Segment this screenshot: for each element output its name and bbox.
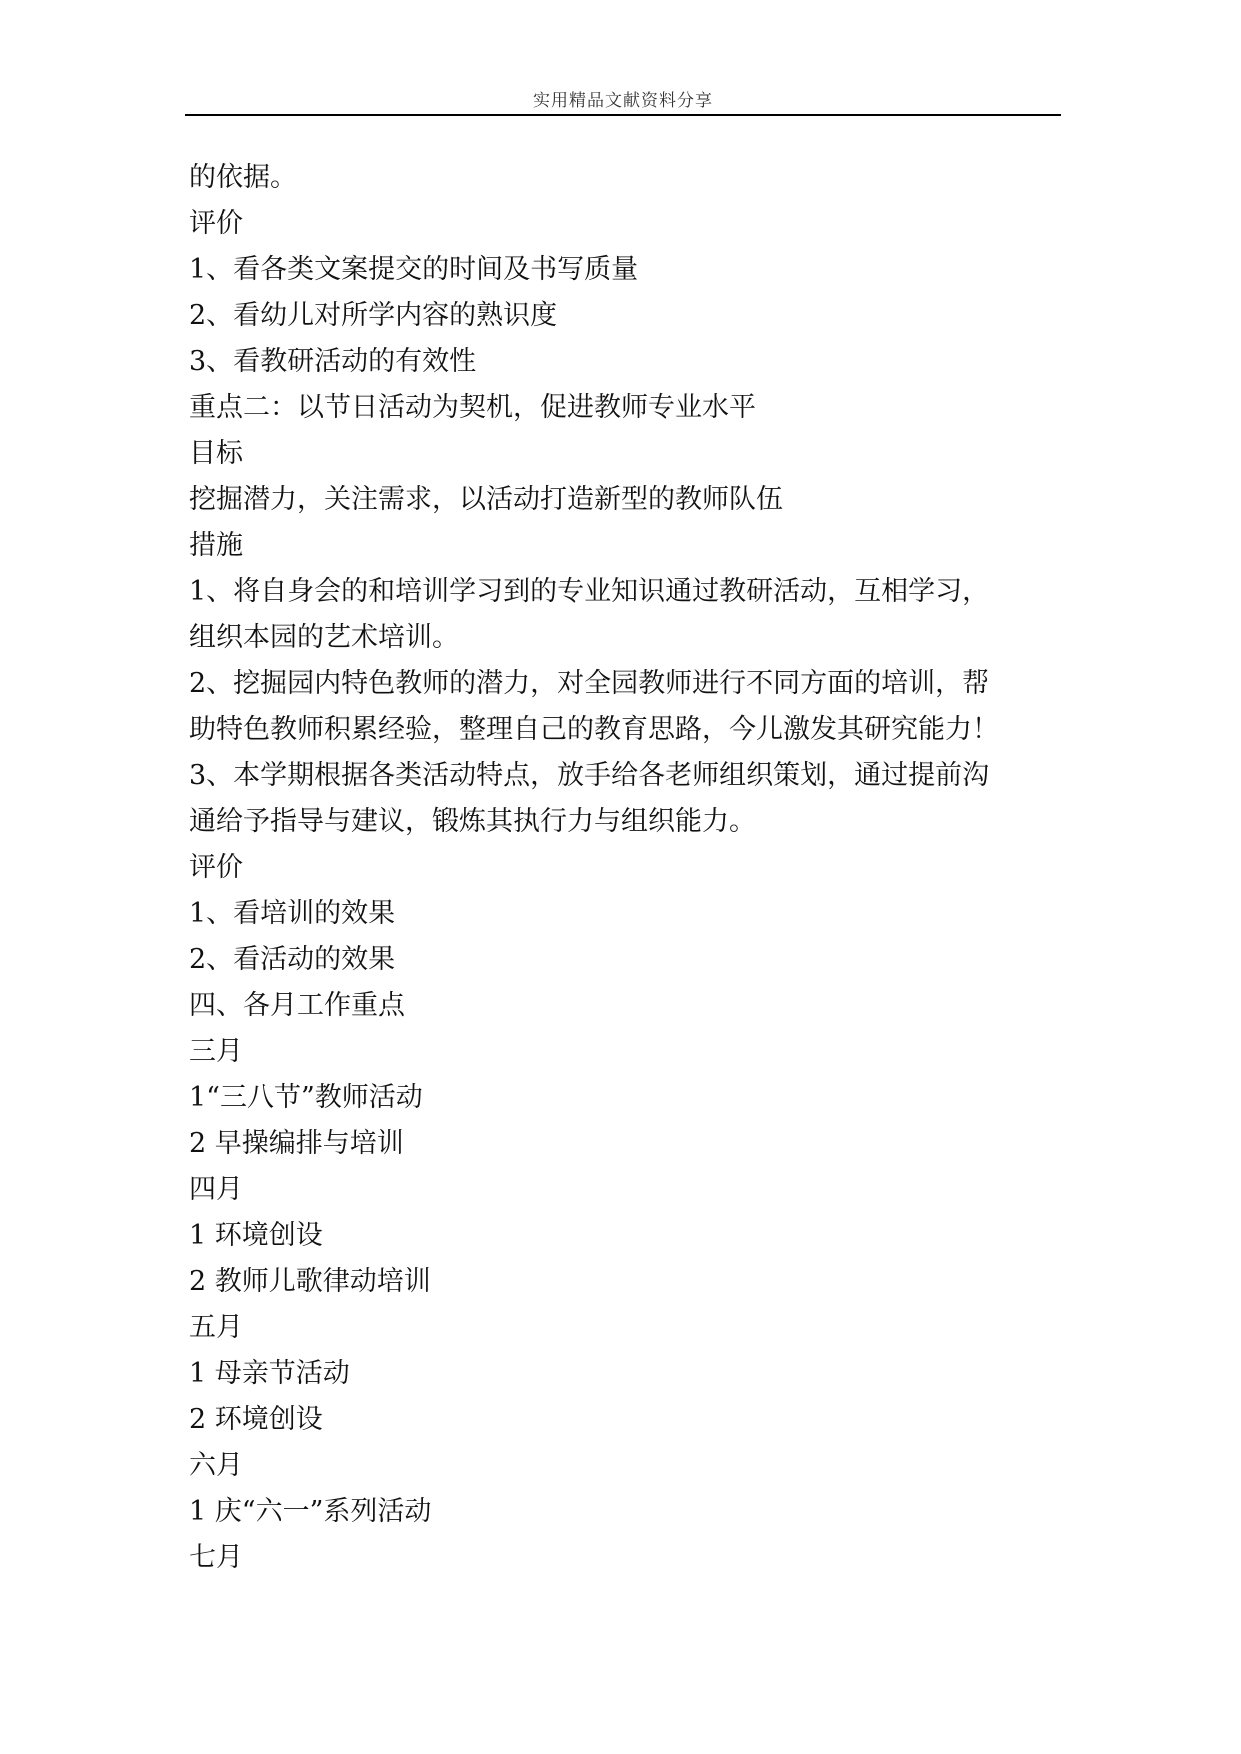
list-item: 1 庆“六一”系列活动	[189, 1496, 432, 1527]
month-label: 七月	[189, 1542, 243, 1573]
text-line: 的依据。	[189, 162, 297, 193]
list-item: 1 母亲节活动	[189, 1358, 350, 1389]
list-item: 2、看活动的效果	[189, 944, 396, 975]
section-label-evaluation: 评价	[189, 208, 243, 239]
list-item: 1 环境创设	[189, 1220, 323, 1251]
section-label-goal: 目标	[189, 438, 243, 469]
text-line: 挖掘潜力，关注需求，以活动打造新型的教师队伍	[189, 484, 783, 515]
month-label: 六月	[189, 1450, 243, 1481]
list-item: 2、挖掘园内特色教师的潜力，对全园教师进行不同方面的培训，帮	[189, 668, 990, 699]
month-label: 三月	[189, 1036, 243, 1067]
list-item: 3、本学期根据各类活动特点，放手给各老师组织策划，通过提前沟	[189, 760, 990, 791]
page-header: 实用精品文献资料分享	[533, 91, 713, 111]
list-item: 3、看教研活动的有效性	[189, 346, 477, 377]
text-line: 助特色教师积累经验，整理自己的教育思路，今儿激发其研究能力！	[189, 714, 999, 745]
document-body	[189, 155, 1061, 1581]
list-item: 2 教师儿歌律动培训	[189, 1266, 431, 1297]
text-line: 组织本园的艺术培训。	[189, 622, 459, 653]
list-item: 2 早操编排与培训	[189, 1128, 404, 1159]
list-item: 1、看培训的效果	[189, 898, 396, 929]
section-label-measures: 措施	[189, 530, 243, 561]
list-item: 1、看各类文案提交的时间及书写质量	[189, 254, 639, 285]
section-heading: 重点二：以节日活动为契机，促进教师专业水平	[189, 392, 756, 423]
list-item: 1“三八节”教师活动	[189, 1082, 423, 1113]
list-item: 2 环境创设	[189, 1404, 323, 1435]
month-label: 五月	[189, 1312, 243, 1343]
list-item: 1、将自身会的和培训学习到的专业知识通过教研活动，互相学习，	[189, 576, 990, 607]
section-heading: 四、各月工作重点	[189, 990, 405, 1021]
list-item: 2、看幼儿对所学内容的熟识度	[189, 300, 558, 331]
text-line: 通给予指导与建议，锻炼其执行力与组织能力。	[189, 806, 756, 837]
header-rule	[185, 114, 1061, 116]
section-label-evaluation: 评价	[189, 852, 243, 883]
month-label: 四月	[189, 1174, 243, 1205]
